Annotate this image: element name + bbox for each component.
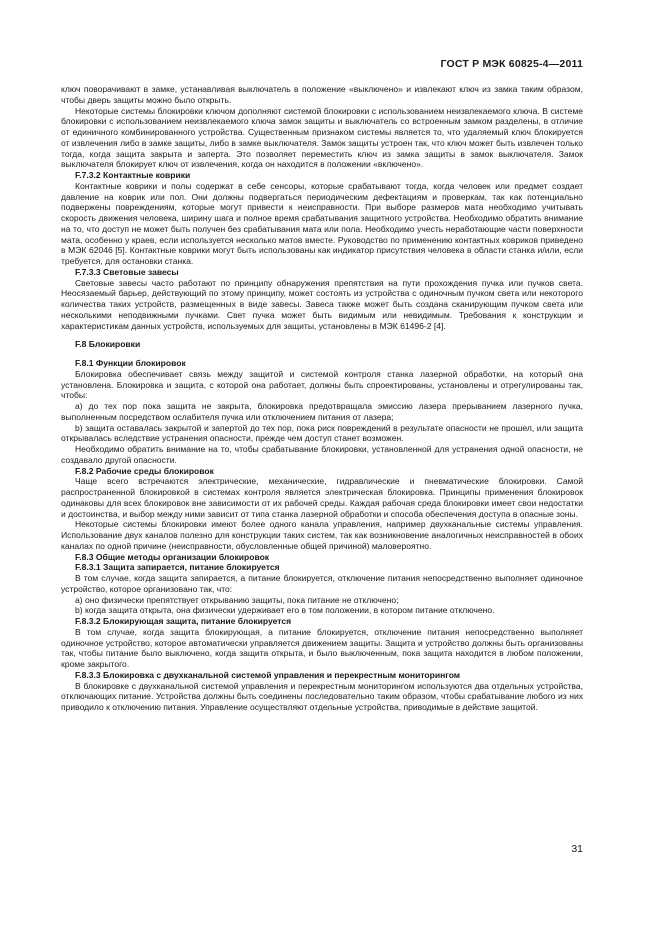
paragraph: В блокировке с двухканальной системой управления и перекрестным мониторингом используются два отдельных устройства, отключающих питание. Устройства должны быть соединены последовательно таким образом, чтобы срабатывание любого из них приводило к отключению питания. Управление осуществляют отдельные устройства, приводимые в действие защитой. bbox=[61, 680, 583, 712]
paragraph: Чаще всего встречаются электрические, механические, гидравлические и пневматические блокировки. Самой распространенной блокировкой в системах контроля является электрическая блокировка. Принципы применения блокировок одинаковы для всех блокировок вне зависимости от их рабочей среды. Каждая рабочая среда блокировки имеет свои недостатки и достоинства, и выбор между ними зависит от типа станка лазерной обработки и способа обеспечения доступа в опасные зоны. bbox=[61, 476, 583, 519]
paragraph: В том случае, когда защита запирается, а питание блокируется, отключение питания непосредственно выполняет одиночное устройство, которое организовано так, что: bbox=[61, 573, 583, 594]
section-heading: F.8.3.3 Блокировка с двухканальной системой управления и перекрестным мониторингом bbox=[75, 669, 461, 680]
section-heading: F.8.3.1 Защита запирается, питание блокируется bbox=[75, 562, 280, 573]
section-heading: F.8.2 Рабочие среды блокировок bbox=[75, 465, 214, 476]
document-id: ГОСТ Р МЭК 60825-4—2011 bbox=[440, 58, 583, 70]
paragraph: Некоторые системы блокировки имеют более одного канала управления, например двухканальные системы управления. Использование двух каналов полезно для конструкции таких систем, так как возникновение аналогичных неисправностей в обоих каналах по одной причине (неисправности, обусловленные общей причиной) маловероятно. bbox=[61, 519, 583, 551]
paragraph: Некоторые системы блокировки ключом дополняют системой блокировки с использованием неизвлекаемого ключа. В системе блокировки с использованием неизвлекаемого ключа замок защиты и выключатель со встроенным замком разделены, в отличие от единичного комбинированного устройства. Существенным признаком системы является то, что удаляемый ключ блокируется от извлечения либо в замке защиты, либо в замке выключателя. Замок защиты устроен так, что ключ может быть извлечен только тогда, когда защита закрыта и заперта. Это позволяет переместить ключ из замка защиты в замок выключателя. Замок выключателя блокирует ключ от извлечения, когда он находится в положении «включено». bbox=[61, 105, 583, 170]
paragraph: Блокировка обеспечивает связь между защитой и системой контроля станка лазерной обработки, на который она установлена. Блокировка и защита, с которой она работает, должны быть спроектированы, установлены и отрегулированы так, чтобы: bbox=[61, 368, 583, 401]
paragraph: Необходимо обратить внимание на то, чтобы срабатывание блокировки, установленной для устранения одной опасности, не создавало другой опасности. bbox=[61, 444, 583, 465]
list-item: а) до тех пор пока защита не закрыта, блокировка предотвращала эмиссию лазера прерыванием лазерного пучка, выполненным посредством ослабителя пучка или отключением питания от лазера; bbox=[61, 401, 583, 422]
section-heading: F.8.3.2 Блокирующая защита, питание блокируется bbox=[75, 616, 292, 626]
paragraph: ключ поворачивают в замке, устанавливая выключатель в положение «выключено» и извлекают ключ из замка таким образом, чтобы дверь защиты можно было открыть. bbox=[61, 84, 583, 105]
page-body bbox=[61, 84, 583, 713]
section-heading: F.8.1 Функции блокировок bbox=[75, 358, 186, 368]
page-number: 31 bbox=[571, 843, 583, 855]
section-heading: F.7.3.3 Световые завесы bbox=[75, 266, 179, 277]
list-item: а) оно физически препятствует открыванию защиты, пока питание не отключено; bbox=[75, 594, 399, 605]
paragraph: Контактные коврики и полы содержат в себе сенсоры, которые срабатывают тогда, когда человек или предмет создает давление на коврик или пол. Они должны подвергаться периодическим дефектациям и проверкам, так как потенциально подвержены повреждениям, которые могут привести к неисправности. При выборе размеров мата необходимо учитывать скорость движения человека, ширину шага и полное время срабатывания защитного устройства. Необходимо обратить внимание на то, что доступ не может быть получен без срабатывания мата или пола. Необходимо учесть неработающие части поверхности мата, особенно у краев, если используется несколько матов вместе. Руководство по применению контактных ковриков приведено в МЭК 62046 [5]. Контактные коврики могут быть использованы как индикатор присутствия человека в области станка и/или, если требуется, для остановки станка. bbox=[61, 180, 583, 266]
list-item: b) защита оставалась закрытой и запертой до тех пор, пока риск повреждений в результате опасности не прошел, или защита открывалась вследствие устранения опасности, прежде чем доступ станет возможен. bbox=[61, 422, 583, 444]
paragraph: В том случае, когда защита блокирующая, а питание блокируется, отключение питания непосредственно выполняет одиночное устройство, которое автоматически управляется движением защиты. Защита и устройство должны быть организованы так, чтобы питание было выключено, когда защита открыта, и было выключенным, пока защита находится в любом положении, кроме закрытого. bbox=[61, 626, 583, 669]
list-item: b) когда защита открыта, она физически удерживает его в том положении, в котором питание отключено. bbox=[75, 605, 495, 616]
section-heading: F.8 Блокировки bbox=[75, 339, 141, 350]
paragraph: Световые завесы часто работают по принципу обнаружения препятствия на пути прохождения пучка или пучков света. Неосязаемый барьер, действующий по этому принципу, может состоять из устройства с одиночным пучком света или некоторого количества таких устройств, размещенных в виде завесы. Завеса также может быть создана сканирующим пучком света или несколькими неподвижными пучками. Свет пучка может быть видимым или невидимым. Требования к конструкции и характеристикам данных устройств, используемых для защиты, установлены в МЭК 61496-2 [4]. bbox=[61, 277, 583, 331]
section-heading: F.8.3 Общие методы организации блокировок bbox=[75, 551, 270, 562]
section-heading: F.7.3.2 Контактные коврики bbox=[75, 170, 191, 180]
